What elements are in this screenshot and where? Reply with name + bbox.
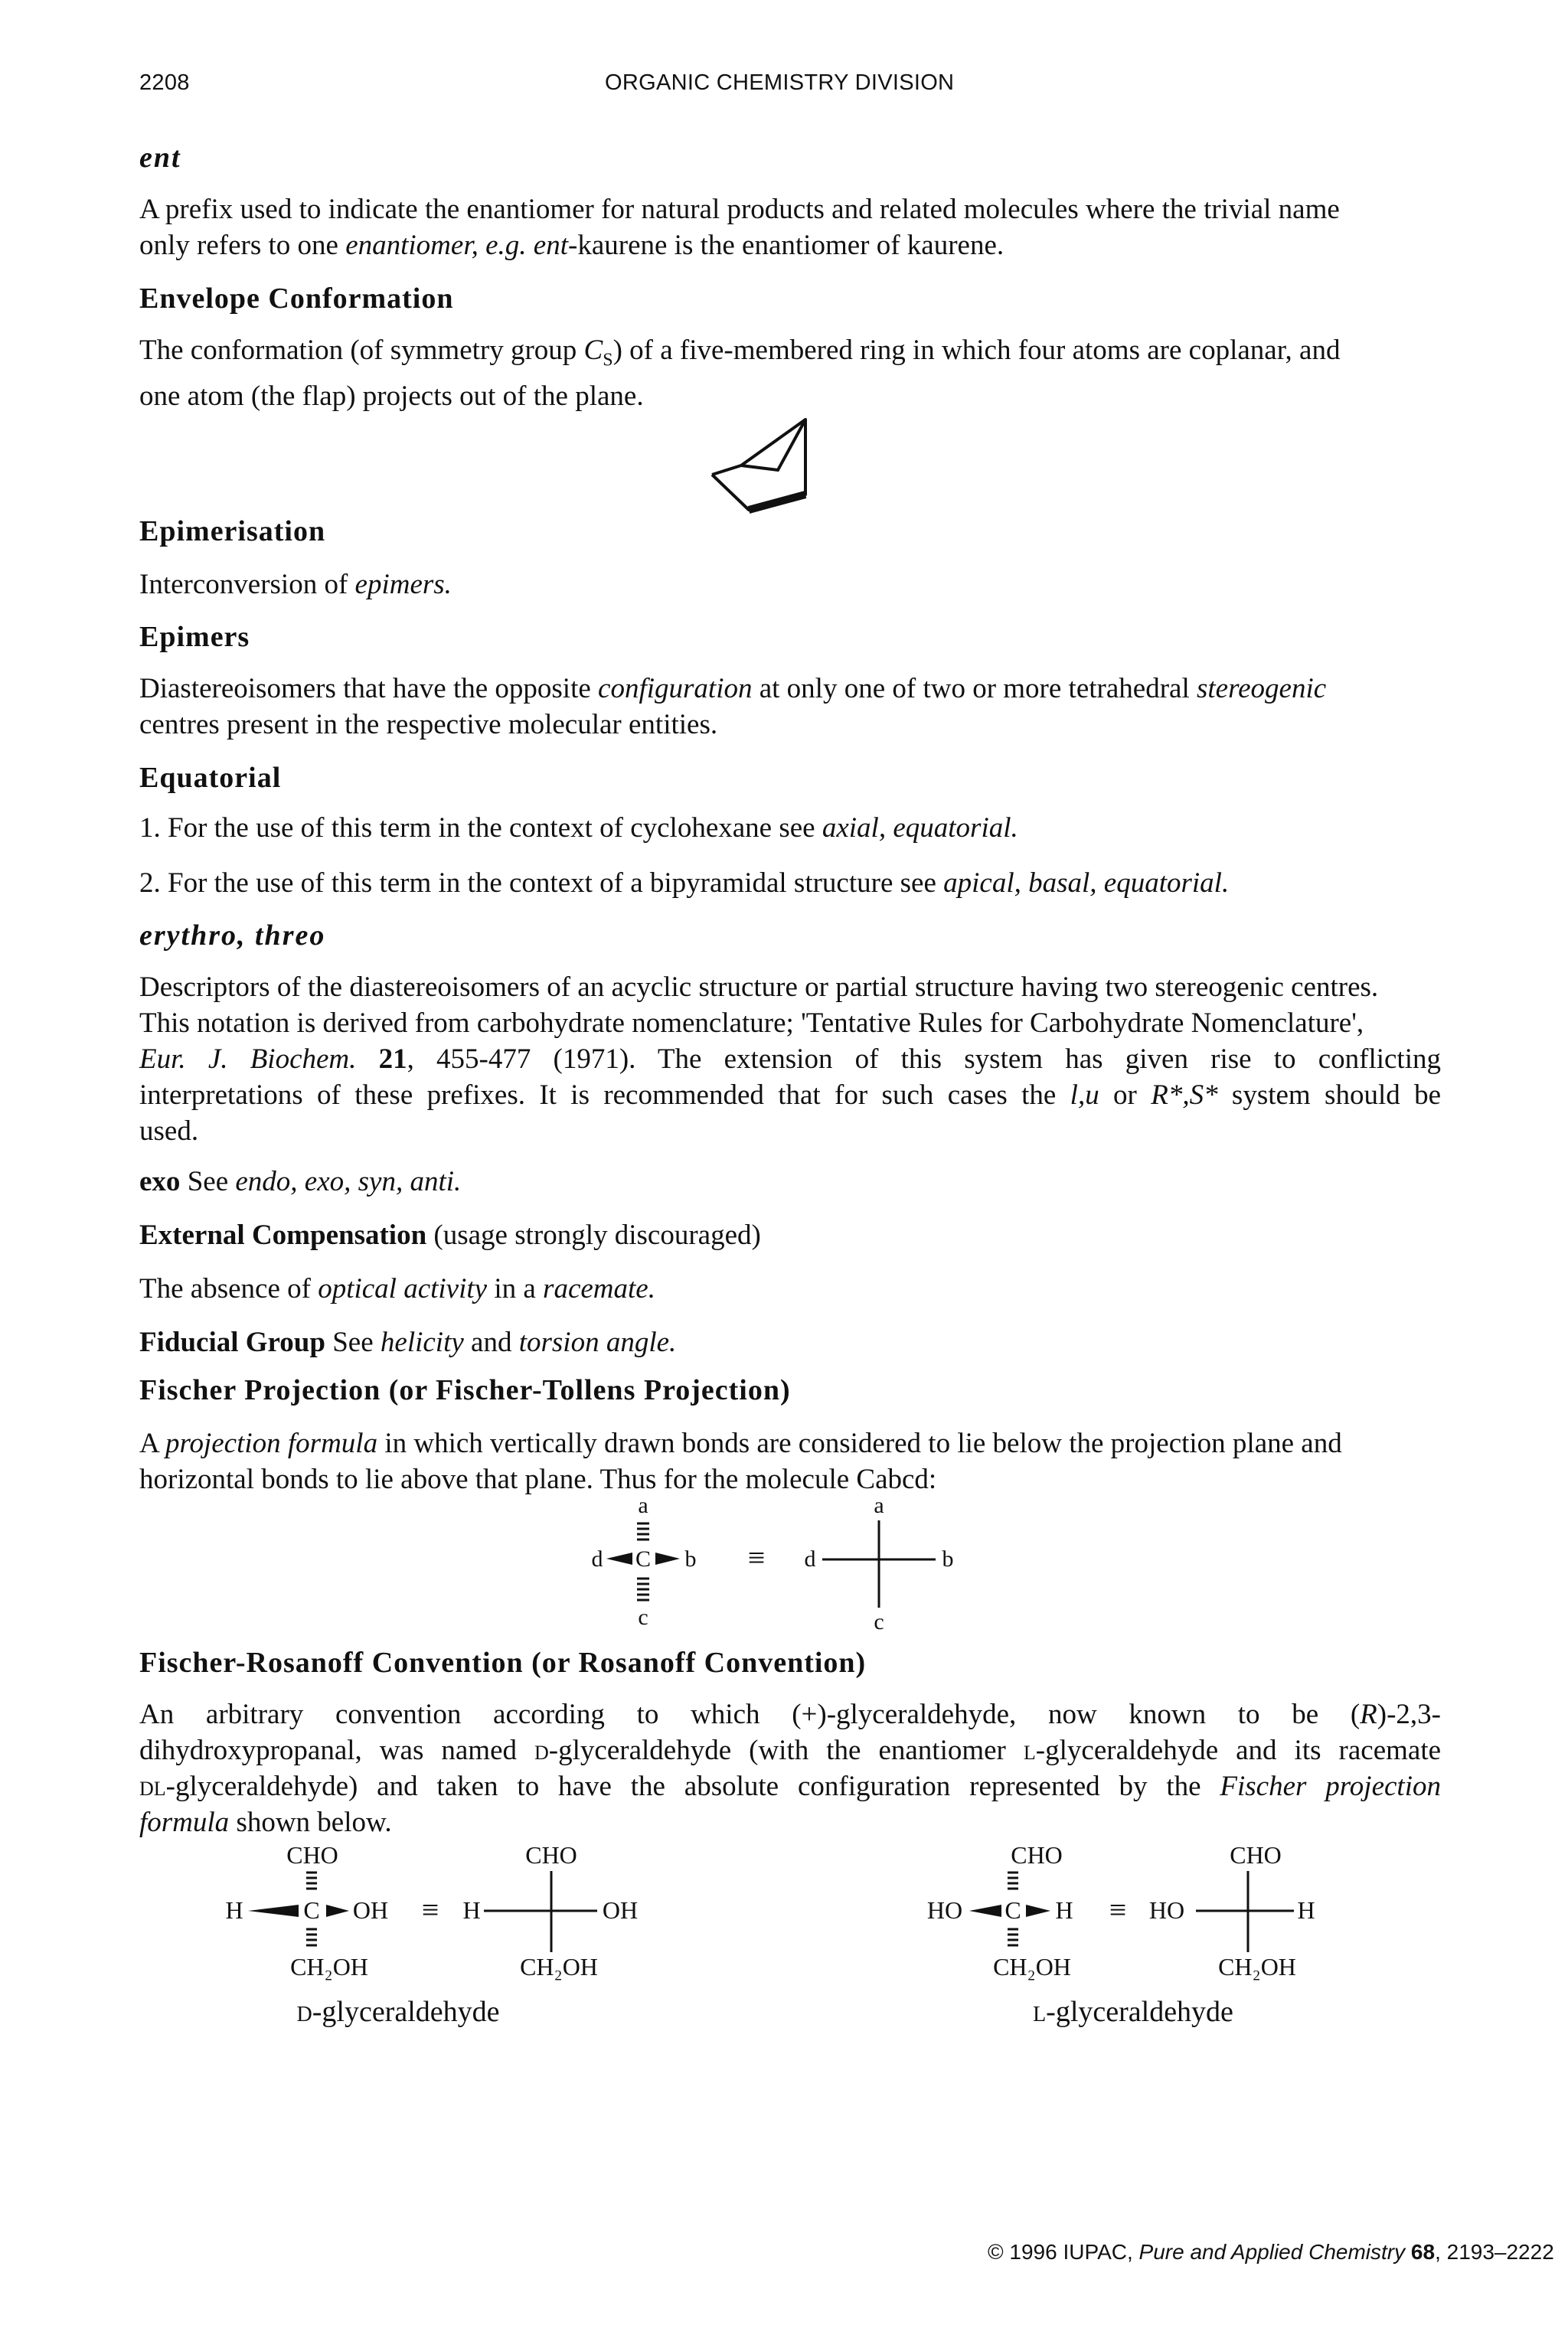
envelope-definition (139, 332, 1441, 414)
erythro-line-2: This notation is derived from carbohydrate nomenclature; 'Tentative Rules for Carbohydrate Nomenclature', (139, 1007, 1364, 1039)
l-glyceraldehyde-caption: l-glyceraldehyde (1033, 1996, 1233, 2028)
epimers-line-2: centres present in the respective molecular entities. (139, 709, 718, 740)
d-glyceraldehyde-diagram (214, 1837, 674, 2029)
wedge-bond-left (606, 1553, 632, 1565)
page-number: 2208 (139, 70, 190, 95)
ent-line-2: only refers to one enantiomer, e.g. ent-kaurene is the enantiomer of kaurene. (139, 230, 1004, 261)
rosanoff-definition (139, 1696, 1441, 1840)
d-h-left: H (225, 1896, 243, 1924)
dash-bond-up (637, 1523, 649, 1540)
l-ch2oh-right: CH₂OH (1218, 1953, 1296, 1980)
term-fiducial-group: Fiducial Group (139, 1327, 325, 1358)
rosanoff-line-3: dl-glyceraldehyde) and taken to have the absolute configuration represented by the Fischer projection (139, 1771, 1441, 1802)
term-ent: ent (139, 142, 181, 174)
term-erythro-threo: erythro, threo (139, 919, 326, 952)
l-ch2oh-left: CH₂OH (993, 1953, 1071, 1980)
dash-bond-down (637, 1579, 649, 1600)
d-cho-right: CHO (525, 1841, 577, 1869)
term-envelope-conformation: Envelope Conformation (139, 282, 454, 315)
d-h-right: H (462, 1896, 481, 1924)
equatorial-item-2: 2. For the use of this term in the context of a bipyramidal structure see apical, basal, equatorial. (139, 867, 1230, 899)
l-c-center: C (1004, 1896, 1021, 1924)
d-wedge-right (326, 1905, 349, 1917)
epimers-line-1: Diastereoisomers that have the opposite configuration at only one of two or more tetrahedral stereogenic (139, 673, 1327, 704)
equivalence-sign: ≡ (747, 1540, 766, 1575)
l-wedge-left (969, 1905, 1001, 1917)
ent-definition (139, 191, 1441, 263)
label-d-left: d (591, 1546, 603, 1572)
label-c-right: c (874, 1609, 884, 1631)
label-b-right: b (942, 1546, 954, 1572)
l-ho-left: HO (926, 1896, 963, 1924)
d-c-center: C (303, 1896, 320, 1924)
label-c-left: c (638, 1605, 648, 1630)
d-ch2oh-left: CH₂OH (290, 1953, 368, 1980)
erythro-line-4: interpretations of these prefixes. It is recommended that for such cases the l,u or R*,S* system should be (139, 1079, 1441, 1111)
envelope-line-1: The conformation (of symmetry group $C_S$) of a five-membered ring in which four atoms are coplanar, and (139, 335, 1341, 371)
term-fischer-rosanoff: Fischer-Rosanoff Convention (or Rosanoff Convention) (139, 1647, 867, 1679)
term-fischer-projection: Fischer Projection (or Fischer-Tollens Projection) (139, 1374, 791, 1406)
epimerisation-definition: Interconversion of epimers. (139, 569, 452, 600)
external-compensation-entry: External Compensation (usage strongly discouraged) (139, 1220, 761, 1251)
d-oh-right: OH (602, 1896, 639, 1924)
l-cho-right: CHO (1230, 1841, 1282, 1869)
wedge-bond-right (655, 1553, 680, 1565)
running-title: ORGANIC CHEMISTRY DIVISION (605, 70, 955, 95)
erythro-line-5: used. (139, 1115, 199, 1147)
exo-entry: exo See endo, exo, syn, anti. (139, 1166, 462, 1197)
label-a-left: a (638, 1493, 648, 1518)
l-h-right: H (1297, 1896, 1315, 1924)
epimers-definition (139, 671, 1441, 743)
term-exo: exo (139, 1166, 181, 1197)
footer-citation: © 1996 IUPAC, Pure and Applied Chemistry 68, 2193–2222 (988, 2240, 1554, 2264)
label-b-left: b (684, 1546, 697, 1572)
erythro-definition (139, 969, 1441, 1149)
ent-line-1: A prefix used to indicate the enantiomer for natural products and related molecules where the trivial name (139, 194, 1340, 225)
erythro-line-1: Descriptors of the diastereoisomers of an acyclic structure or partial structure having two stereogenic centres. (139, 971, 1379, 1003)
l-wedge-right (1026, 1905, 1050, 1917)
l-h-left: H (1055, 1896, 1073, 1924)
d-cho-left: CHO (286, 1841, 338, 1869)
label-C: C (635, 1546, 652, 1572)
d-dash-down (306, 1929, 317, 1945)
external-compensation-definition: The absence of optical activity in a racemate. (139, 1273, 655, 1305)
d-dash-up (306, 1873, 317, 1889)
term-external-compensation: External Compensation (139, 1220, 427, 1251)
envelope-conformation-diagram (704, 404, 819, 519)
term-epimerisation: Epimerisation (139, 515, 326, 547)
equatorial-item-1: 1. For the use of this term in the context of cyclohexane see axial, equatorial. (139, 812, 1018, 844)
d-equivalence: ≡ (421, 1892, 439, 1927)
fischer-cabcd-diagram (582, 1493, 980, 1631)
term-epimers: Epimers (139, 621, 250, 653)
l-cho-left: CHO (1011, 1841, 1063, 1869)
erythro-line-3: Eur. J. Biochem. 21, 455-477 (1971). The extension of this system has given rise to conflicting (139, 1043, 1441, 1075)
label-d-right: d (804, 1546, 816, 1572)
d-oh-left: OH (352, 1896, 389, 1924)
term-equatorial: Equatorial (139, 762, 282, 794)
fischer-line-2: horizontal bonds to lie above that plane. Thus for the molecule Cabcd: (139, 1464, 937, 1495)
l-ho-right: HO (1148, 1896, 1185, 1924)
l-glyceraldehyde-diagram (919, 1837, 1348, 2029)
d-glyceraldehyde-caption: d-glyceraldehyde (296, 1996, 500, 2028)
l-equivalence: ≡ (1109, 1892, 1127, 1927)
rosanoff-line-1: An arbitrary convention according to which (+)-glyceraldehyde, now known to be (R)-2,3- (139, 1699, 1441, 1730)
rosanoff-line-4: formula shown below. (139, 1807, 392, 1838)
d-wedge-left (248, 1905, 299, 1917)
fischer-line-1: A projection formula in which vertically drawn bonds are considered to lie below the projection plane and (139, 1428, 1342, 1459)
l-dash-up (1008, 1873, 1018, 1889)
label-a-right: a (874, 1493, 884, 1518)
rosanoff-line-2: dihydroxypropanal, was named d-glyceraldehyde (with the enantiomer l-glyceraldehyde and its racemate (139, 1735, 1442, 1766)
d-ch2oh-right: CH₂OH (520, 1953, 598, 1980)
envelope-line-2: one atom (the flap) projects out of the plane. (139, 380, 644, 413)
l-dash-down (1008, 1929, 1018, 1945)
fiducial-group-entry: Fiducial Group See helicity and torsion angle. (139, 1327, 677, 1358)
fischer-definition (139, 1425, 1441, 1497)
